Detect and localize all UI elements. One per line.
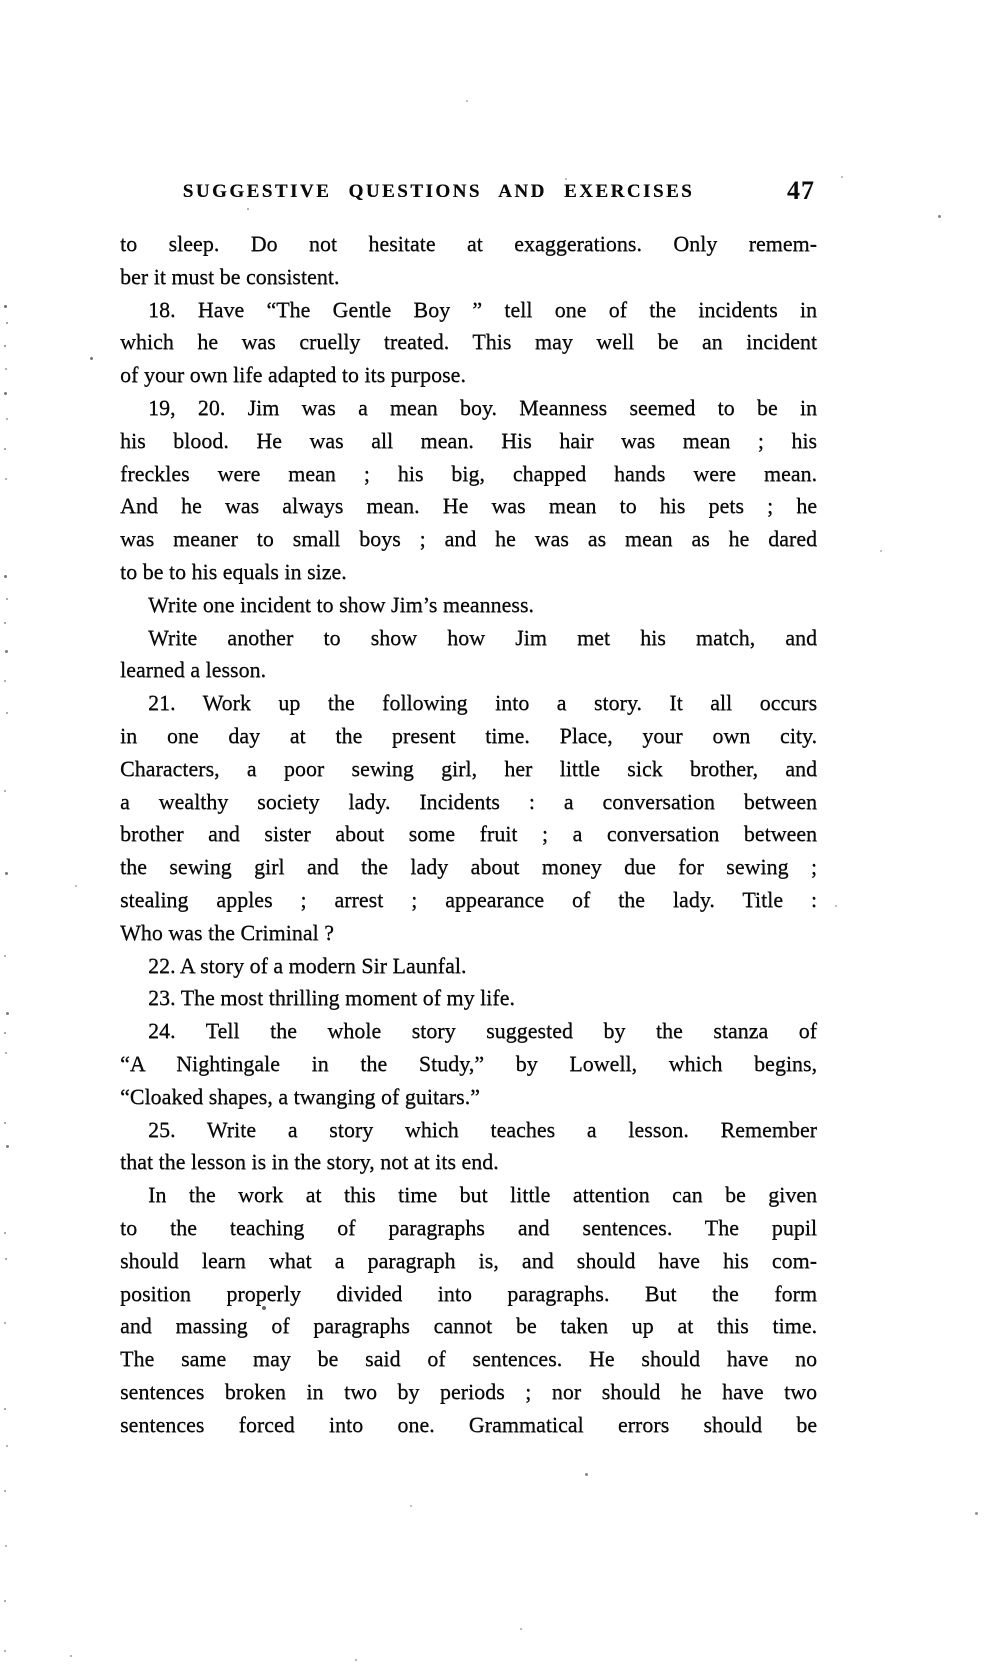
scan-speck (6, 598, 8, 600)
scan-speck (4, 448, 6, 450)
scan-speck (466, 100, 468, 102)
scan-speck (70, 1655, 72, 1657)
scan-speck (975, 1512, 978, 1515)
text-line: brother and sister about some fruit ; a conversation between (120, 821, 817, 847)
scan-speck (4, 680, 6, 682)
text-line: of your own life adapted to its purpose. (120, 362, 466, 388)
scan-speck (938, 215, 941, 218)
scan-speck (4, 392, 7, 395)
scan-speck (565, 178, 567, 180)
paragraph (120, 687, 817, 949)
text-line: ber it must be consistent. (120, 263, 340, 289)
text-line: And he was always mean. He was mean to his pets ; he (120, 493, 817, 519)
scan-speck (90, 357, 93, 360)
scan-speck (410, 1505, 412, 1507)
text-line: 25. Write a story which teaches a lesson. Remember (148, 1116, 817, 1142)
scan-speck (4, 345, 6, 347)
scan-speck (835, 905, 837, 907)
scan-speck (6, 712, 8, 714)
text-line: 21. Work up the following into a story. It all occurs (148, 690, 817, 716)
paragraph (120, 589, 817, 622)
text-line: a wealthy society lady. Incidents : a conversation between (120, 788, 817, 814)
scan-speck (6, 1012, 9, 1015)
scan-speck (6, 322, 8, 324)
scan-speck (4, 575, 7, 578)
scan-speck (75, 885, 77, 887)
text-line: 24. Tell the whole story suggested by the stanza of (148, 1018, 817, 1044)
running-header (120, 176, 817, 211)
text-line: learned a lesson. (120, 657, 266, 683)
scan-speck (5, 1545, 7, 1547)
text-line: Who was the Criminal ? (120, 919, 334, 945)
text-line: to sleep. Do not hesitate at exaggerations. Only remem- (120, 231, 817, 256)
scan-speck (4, 1032, 6, 1034)
scan-speck (4, 305, 7, 308)
text-line: “Cloaked shapes, a twanging of guitars.” (120, 1083, 480, 1109)
text-line: to be to his equals in size. (120, 558, 347, 584)
text-line: stealing apples ; arrest ; appearance of the lady. Title : (120, 886, 817, 912)
scan-speck (5, 1258, 7, 1260)
scan-speck (5, 1052, 7, 1054)
scan-speck (4, 1408, 6, 1410)
scan-speck (262, 1306, 266, 1310)
running-header-title: SUGGESTIVE QUESTIONS AND EXERCISES (182, 181, 695, 202)
paragraph (120, 1114, 817, 1180)
text-line: the sewing girl and the lady about money due for sewing ; (120, 854, 817, 880)
paragraph (120, 622, 817, 688)
text-line: 19, 20. Jim was a mean boy. Meanness seemed to be in (148, 394, 817, 420)
scan-speck (5, 478, 7, 480)
scan-speck (6, 418, 8, 420)
scan-speck (355, 1659, 357, 1661)
paragraph (120, 1179, 817, 1441)
scan-speck (4, 1600, 6, 1602)
paragraph (120, 982, 817, 1015)
scan-speck (6, 1145, 9, 1148)
scan-speck (4, 1650, 6, 1652)
text-line: Write another to show how Jim met his match, and (148, 624, 817, 650)
scan-speck (585, 1473, 588, 1476)
paragraph (120, 392, 817, 589)
text-line: his blood. He was all mean. His hair was mean ; his (120, 427, 817, 453)
text-line: “A Nightingale in the Study,” by Lowell, which begins, (120, 1050, 817, 1076)
scan-speck (4, 1122, 6, 1124)
scan-speck (4, 1322, 6, 1324)
paragraph (120, 950, 817, 983)
scan-speck (841, 176, 843, 178)
scan-speck (4, 622, 6, 624)
scan-speck (520, 1628, 522, 1630)
text-line: which he was cruelly treated. This may well be an incident (120, 329, 817, 355)
paragraph (120, 294, 817, 392)
text-line: to the teaching of paragraphs and sentences. The pupil (120, 1214, 817, 1240)
scan-speck (5, 872, 8, 875)
text-line: should learn what a paragraph is, and should have his com- (120, 1247, 817, 1273)
text-line: was meaner to small boys ; and he was as mean as he dared (120, 526, 817, 552)
scan-speck (247, 208, 249, 210)
text-line: sentences forced into one. Grammatical errors should be (120, 1411, 817, 1437)
text-line: In the work at this time but little attention can be given (148, 1182, 817, 1208)
text-line: 18. Have “The Gentle Boy ” tell one of the incidents in (148, 296, 817, 322)
page-number: 47 (787, 176, 815, 205)
text-line: freckles were mean ; his big, chapped hands were mean. (120, 460, 817, 486)
text-line: Characters, a poor sewing girl, her little sick brother, and (120, 755, 817, 781)
scan-speck (5, 650, 8, 653)
text-line: The same may be said of sentences. He should have no (120, 1346, 817, 1372)
text-line: that the lesson is in the story, not at its end. (120, 1149, 499, 1175)
scan-speck (880, 550, 882, 552)
scan-speck (4, 790, 6, 792)
text-line: 22. A story of a modern Sir Launfal. (148, 952, 467, 978)
scan-speck (4, 1232, 6, 1234)
text-line: 23. The most thrilling moment of my life. (148, 985, 515, 1011)
scan-speck (5, 368, 7, 370)
text-line: Write one incident to show Jim’s meanness. (148, 591, 534, 617)
paragraph (120, 1015, 817, 1113)
text-line: and massing of paragraphs cannot be taken up at this time. (120, 1313, 817, 1339)
page-body (120, 228, 817, 1441)
scan-speck (4, 1490, 6, 1492)
text-line: sentences broken in two by periods ; nor should he have two (120, 1378, 817, 1404)
paragraph (120, 228, 817, 294)
text-line: position properly divided into paragraphs. But the form (120, 1280, 817, 1306)
text-line: in one day at the present time. Place, your own city. (120, 722, 817, 748)
scan-speck (6, 1445, 8, 1447)
scan-speck (4, 955, 6, 957)
